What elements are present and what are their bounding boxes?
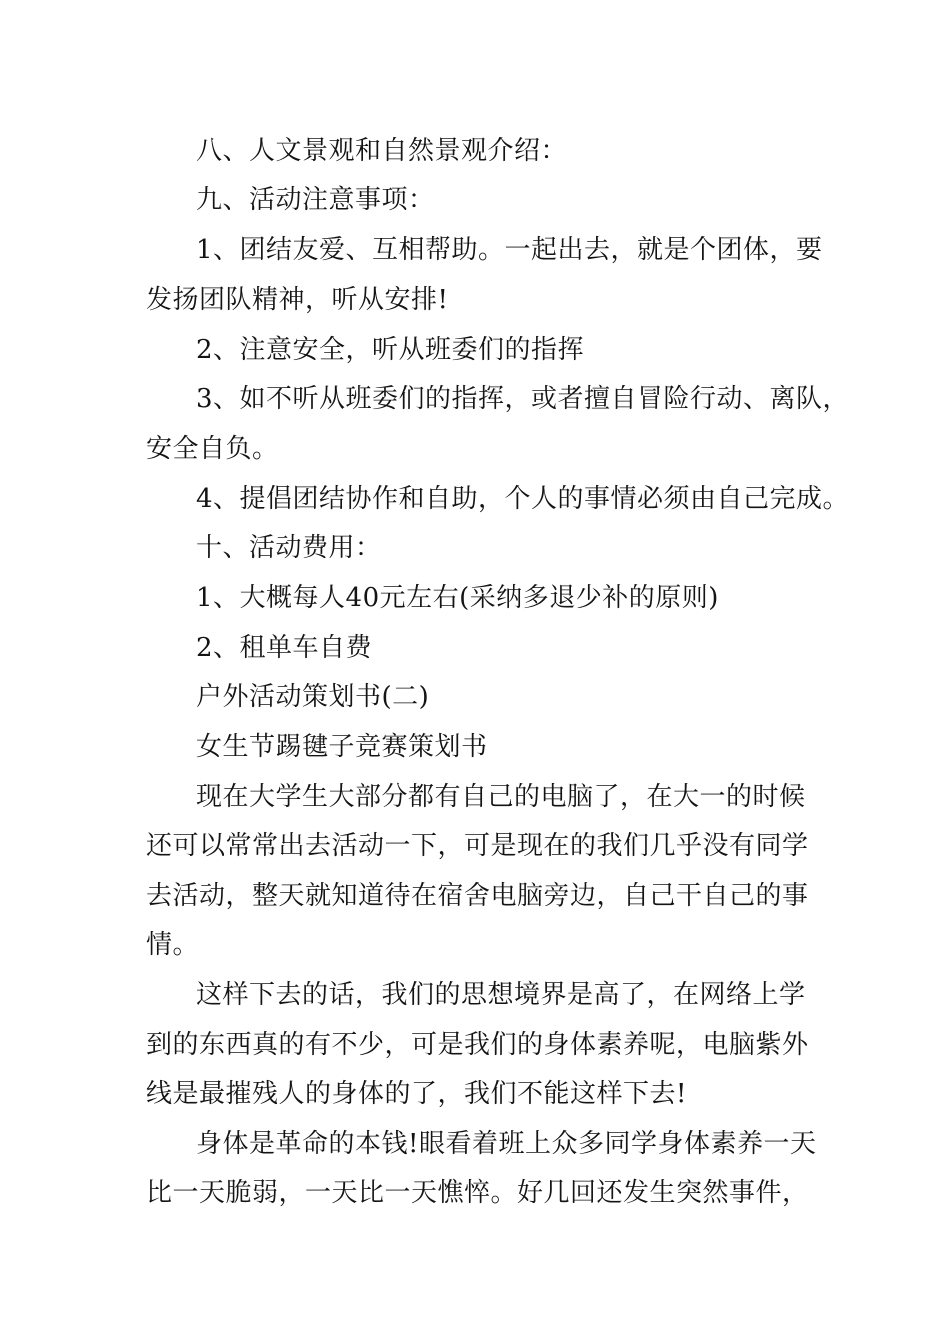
document-subtitle: 户外活动策划书(二)	[196, 682, 430, 712]
paragraph-line: 到的东西真的有不少，可是我们的身体素养呢，电脑紫外	[146, 1030, 809, 1060]
paragraph-line: 2、租单车自费	[196, 633, 373, 663]
paragraph-line: 去活动，整天就知道待在宿舍电脑旁边，自己干自己的事	[146, 881, 809, 911]
paragraph-line: 3、如不听从班委们的指挥，或者擅自冒险行动、离队，	[196, 384, 850, 414]
document-title: 女生节踢毽子竞赛策划书	[196, 732, 488, 762]
paragraph-line: 4、提倡团结协作和自助，个人的事情必须由自己完成。	[196, 484, 850, 514]
paragraph-line: 情。	[146, 930, 200, 960]
paragraph-line: 线是最摧残人的身体的了，我们不能这样下去!	[146, 1079, 687, 1109]
paragraph-line: 现在大学生大部分都有自己的电脑了，在大一的时候	[196, 782, 806, 812]
paragraph-line: 这样下去的话，我们的思想境界是高了，在网络上学	[196, 980, 806, 1010]
paragraph-line: 身体是革命的本钱!眼看着班上众多同学身体素养一天	[196, 1129, 817, 1159]
paragraph-line: 1、大概每人40元左右(采纳多退少补的原则)	[196, 583, 719, 613]
paragraph-line: 1、团结友爱、互相帮助。一起出去，就是个团体，要	[196, 235, 823, 265]
heading-section-9: 九、活动注意事项：	[196, 185, 435, 215]
heading-section-10: 十、活动费用：	[196, 533, 382, 563]
paragraph-line: 2、注意安全，听从班委们的指挥	[196, 335, 585, 365]
paragraph-line: 安全自负。	[146, 434, 279, 464]
paragraph-line: 还可以常常出去活动一下，可是现在的我们几乎没有同学	[146, 831, 809, 861]
heading-section-8: 八、人文景观和自然景观介绍：	[196, 136, 568, 166]
paragraph-line: 比一天脆弱，一天比一天憔悴。好几回还发生突然事件，	[146, 1178, 809, 1208]
paragraph-line: 发扬团队精神，听从安排!	[146, 285, 449, 315]
